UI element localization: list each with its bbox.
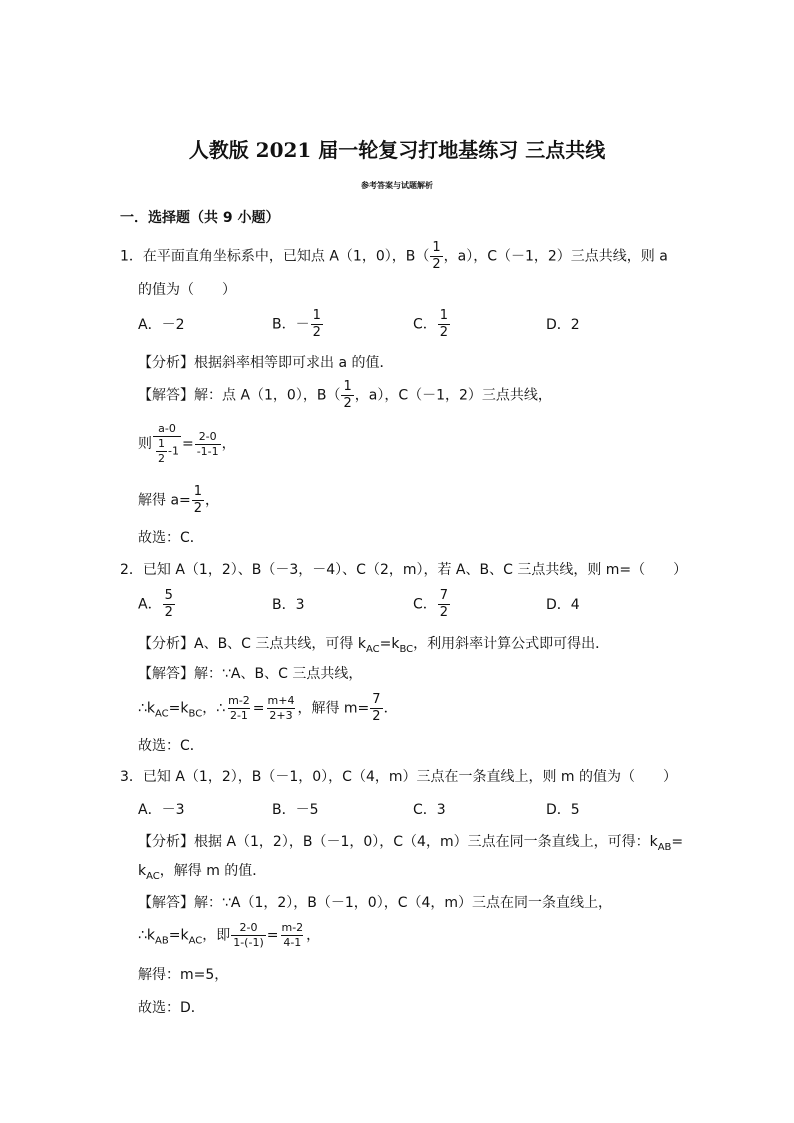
q1-option-a[interactable]: A．－2: [138, 317, 185, 333]
option-label: A．: [138, 596, 162, 613]
subscript: AC: [365, 643, 380, 655]
fraction-numerator: m+4: [267, 694, 295, 707]
equation-part: =k: [168, 700, 189, 717]
fraction-numerator: 1: [343, 379, 352, 394]
q2-option-c-fraction: [438, 588, 450, 621]
fraction-denominator: 4-1: [283, 936, 302, 949]
equation-suffix: ，: [221, 436, 236, 452]
fraction-denominator: 2: [343, 396, 352, 411]
equation-part: ，即: [202, 927, 231, 944]
q1-equation: [138, 422, 236, 466]
fraction-denominator: 2: [158, 452, 165, 465]
q1-option-c[interactable]: [413, 308, 451, 341]
denominator-tail: -1: [168, 444, 179, 458]
fraction-denominator: 2: [164, 605, 173, 620]
equation-part: ∴k: [138, 927, 156, 944]
fraction-denominator: 2: [439, 325, 449, 340]
q1-analysis: 【分析】根据斜率相等即可求出 a 的值．: [138, 355, 394, 371]
page-title: 人教版 2021 届一轮复习打地基练习 三点共线: [188, 138, 606, 162]
fraction-denominator: [153, 436, 181, 466]
q2-option-b[interactable]: B．3: [272, 597, 305, 613]
q3-analysis-line1: [138, 833, 683, 857]
analysis-part: =k: [379, 636, 400, 652]
q1-answer-fraction: [341, 379, 353, 412]
q1-stem-line1: [120, 240, 668, 273]
q2-stem: 2．已知 A（1，2）、B（－3，－4）、C（2，m），若 A、B、C 三点共线，则 m=（ ）: [120, 562, 688, 578]
q1-fraction: [430, 240, 442, 273]
q1-option-b[interactable]: [272, 308, 324, 341]
equation-prefix: 则: [138, 436, 152, 452]
fraction-numerator: 1: [158, 437, 165, 450]
subscript: AB: [155, 935, 169, 947]
q3-option-d[interactable]: D．5: [546, 802, 580, 818]
q1-option-b-fraction: [311, 308, 323, 341]
q2-eq-fraction-3: [370, 692, 382, 725]
fraction-numerator: 7: [372, 692, 381, 707]
fraction-denominator: 2+3: [269, 709, 293, 722]
subscript: AB: [657, 841, 672, 853]
subscript: AC: [146, 870, 160, 882]
analysis-part: k: [138, 863, 147, 879]
fraction-denominator: 2: [312, 325, 321, 340]
q1-stem-part: 1．在平面直角坐标系中，已知点 A（1，0），B（: [120, 248, 430, 265]
equation-part: ，: [306, 927, 321, 944]
q2-answer: 【解答】解：∵A、B、C 三点共线，: [138, 666, 363, 682]
option-label: B．－: [272, 316, 310, 333]
answer-part: ，a），C（－1，2）三点共线，: [354, 387, 552, 404]
q1-solution: [138, 484, 219, 517]
q1-answer: [138, 379, 552, 412]
equals-sign: =: [181, 436, 194, 452]
q3-solution: 解得：m=5，: [138, 967, 229, 983]
fraction-denominator: 1-(-1): [233, 936, 264, 949]
analysis-part: ，解得 m 的值．: [159, 863, 267, 879]
fraction-denominator: -1-1: [196, 444, 219, 458]
q1-choice: 故选：C．: [138, 530, 204, 546]
fraction-numerator: 1: [439, 308, 449, 323]
q2-eq-fraction-1: [226, 694, 252, 723]
fraction-numerator: 1: [432, 240, 441, 255]
q1-eq-lhs-fraction: [153, 422, 181, 466]
fraction-denominator: 2: [432, 257, 441, 272]
fraction-denominator: 2: [372, 709, 381, 724]
q2-analysis: [138, 635, 609, 659]
subscript: AC: [188, 935, 203, 947]
q3-analysis-line2: [138, 862, 266, 886]
q3-equation: [138, 921, 320, 950]
solution-prefix: 解得 a=: [138, 492, 191, 509]
q2-choice: 故选：C．: [138, 738, 204, 754]
equals-sign: =: [252, 700, 265, 717]
equals-sign: =: [266, 927, 279, 944]
equation-part: =k: [168, 927, 189, 944]
equation-part: ．: [383, 700, 398, 717]
section-heading: 一．选择题（共 9 小题）: [120, 210, 280, 226]
fraction-numerator: m-2: [228, 694, 250, 707]
q3-eq-fraction-1: [231, 921, 266, 950]
subscript: BC: [188, 708, 203, 720]
analysis-part: 【分析】A、B、C 三点共线，可得 k: [138, 636, 366, 652]
option-label: C．: [413, 596, 437, 613]
q1-solution-fraction: [192, 484, 204, 517]
equation-part: ，解得 m=: [297, 700, 370, 717]
q3-stem: 3．已知 A（1，2），B（－1，0），C（4，m）三点在一条直线上，则 m 的值为（ ）: [120, 769, 678, 785]
q1-stem-line2: 的值为（ ）: [138, 282, 236, 298]
fraction-numerator: m-2: [281, 921, 304, 934]
analysis-part: =: [671, 834, 684, 850]
fraction-numerator: 2-0: [198, 429, 217, 443]
nested-fraction: [156, 437, 167, 466]
q2-eq-fraction-2: [266, 694, 297, 723]
analysis-part: 【分析】根据 A（1，2），B（－1，0），C（4，m）三点在同一条直线上，可得：k: [138, 834, 658, 850]
subscript: AC: [155, 708, 169, 720]
q2-option-c[interactable]: [413, 588, 451, 621]
q1-eq-rhs-fraction: [195, 430, 221, 459]
page-subtitle: 参考答案与试题解析: [361, 181, 433, 190]
q2-option-a[interactable]: [138, 588, 176, 621]
q2-option-d[interactable]: D．4: [546, 597, 580, 613]
fraction-numerator: 5: [164, 588, 173, 603]
q2-equation: [138, 692, 398, 725]
q3-option-c[interactable]: C．3: [413, 802, 446, 818]
q3-option-b[interactable]: B．－5: [272, 802, 319, 818]
equation-part: ，∴: [202, 700, 226, 717]
q1-stem-part: ，a），C（－1，2）三点共线，则 a: [443, 248, 668, 265]
answer-part: 【解答】解：点 A（1，0），B（: [138, 387, 341, 404]
fraction-numerator: 1: [193, 484, 203, 499]
q3-eq-fraction-2: [279, 921, 305, 950]
solution-suffix: ，: [205, 492, 220, 509]
option-label: C．: [413, 316, 437, 333]
q3-answer: 【解答】解：∵A（1，2），B（－1，0），C（4，m）三点在同一条直线上，: [138, 895, 613, 911]
fraction-numerator: a-0: [158, 422, 176, 435]
equation-part: ∴k: [138, 700, 156, 717]
q1-option-c-fraction: [438, 308, 450, 341]
fraction-numerator: 2-0: [239, 921, 258, 934]
fraction-denominator: 2-1: [229, 709, 248, 722]
fraction-denominator: 2: [193, 501, 203, 516]
subscript: BC: [399, 643, 414, 655]
q2-option-a-fraction: [163, 588, 175, 621]
q3-choice: 故选：D．: [138, 1000, 205, 1016]
fraction-denominator: 2: [439, 605, 449, 620]
fraction-numerator: 7: [439, 588, 449, 603]
analysis-part: ，利用斜率计算公式即可得出．: [413, 636, 610, 652]
q1-option-d[interactable]: D．2: [546, 317, 580, 333]
q3-option-a[interactable]: A．－3: [138, 802, 185, 818]
fraction-numerator: 1: [312, 308, 321, 323]
